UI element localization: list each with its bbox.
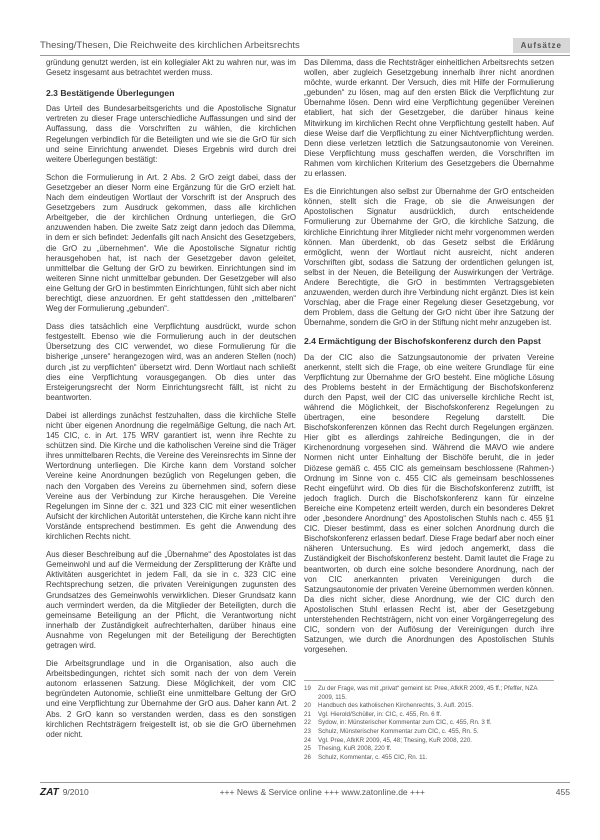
left-column bbox=[46, 58, 296, 778]
paragraph: gründung genutzt werden, ist ein kollegialer Akt zu wahren nur, was im Gesetz insgesamt aus betrachtet werden muss. bbox=[46, 58, 296, 78]
page-footer bbox=[40, 782, 570, 801]
page-number: 455 bbox=[555, 787, 570, 797]
footnote-number: 22 bbox=[304, 719, 311, 727]
footnote-text: Handbuch des katholischen Kirchenrechts, 3. Aufl. 2015. bbox=[318, 702, 474, 710]
footnote-text: Schulz, Kommentar, c. 455 CIC, Rn. 11. bbox=[318, 753, 428, 761]
paragraph: Das Urteil des Bundesarbeitsgerichts und die Apostolische Signatur vertreten zu dieser Frage unterschiedliche Auffassungen und sind der Auffassung, dass die Vorschriften zu wählen, die kirchlichen Regelungen verbindlich für die Beteiligten und wie sie die GrO für sich und seine Einrichtung anwendet. Dieses Ergebnis wird durch drei weitere Überlegungen bestätigt: bbox=[46, 104, 296, 164]
section-tab: Aufsätze bbox=[513, 38, 570, 53]
footnote-text: Zu der Frage, was mit „privat“ gemeint ist: Pree, AfkKR 2009, 45 ff.; Pfeffer, NZA 2009, 115. bbox=[318, 685, 538, 701]
footnote bbox=[304, 737, 554, 746]
paragraph: Da der CIC also die Satzungsautonomie der privaten Vereine anerkennt, stellt sich die Frage, ob eine weitere Grundlage für eine Verpflichtung zur Übernahme der GrO besteht. Eine mögliche Lösung des Problems besteht in der Ermächtigung der Bischofskonferenz durch den Papst, weil der CIC das universelle kirchliche Recht ist, während die Möglichkeit, der Bischofskonferenz Regelungen zu übertragen, eine besondere Regelung darstellt. Die Bischofskonferenzen können das Recht durch Regelungen ergänzen. Hier gibt es allerdings zahlreiche Bedingungen, die in der Kirchenordnung vorgesehen sind. Während die MAVO wie andere Normen nicht unter Einhaltung der Bischöfe beruht, die in jeder Diözese gemäß c. 455 CIC als gemeinsam beschlossene (Rahmen-) Ordnung im Sinne von c. 455 CIC als gemeinsam beschlossenes Recht eingeführt wird. Ob dies für die Bischofskonferenz zutrifft, ist jedoch fraglich. Durch die Bischofskonferenz kann für einzelne Bereiche eine Kompetenz erteilt werden, durch ein besonderes Dekret oder „besondere Anordnung“ des Apostolischen Stuhls nach c. 455 §1 CIC. Dieser bestimmt, dass es einer solchen Anordnung durch die Bischofskonferenz erlassen bedarf. Diese Frage bedarf aber noch einer näheren Untersuchung. Es wird jedoch angemerkt, dass die Zuständigkeit der Bischofskonferenz besteht. Damit lautet die Frage zu beantworten, ob durch eine solche besondere Anordnung, nach der von CIC anerkannten privaten Vereinigungen durch die Satzungsautonomie der privaten Vereine übernommen werden können. Da dies nicht sicher, diese Anordnung, wie der CIC durch den Apostolischen Stuhl erlassen Recht ist, aber der Gesetzgebung unterstehenden Rechtsträgern, nicht von einer Vorgängerregelung des CIC, sondern von der Auflösung der Vereinigungen durch ihre Satzungen, wie durch die Anordnungen des Apostolischen Stuhls vorgesehen. bbox=[304, 352, 554, 655]
footnote bbox=[304, 754, 554, 763]
footnote-text: Vgl. Pree, AfkKR 2009, 45, 48; Thesing, KuR 2008, 220. bbox=[318, 736, 472, 744]
footnote-number: 26 bbox=[304, 753, 311, 761]
footnote-number: 25 bbox=[304, 745, 311, 753]
paragraph: Schon die Formulierung in Art. 2 Abs. 2 GrO zeigt dabei, dass der Gesetzgeber an dieser Norm eine Ergänzung für die GrO erzielt hat. Nach dem eindeutigen Wortlaut der Vorschrift ist der Anspruch des Gesetzgebers zum Ausdruck gekommen, dass alle kirchlichen Arbeitgeber, die der kirchlichen Ordnung unterliegen, die GrO anzuwenden haben. Die zweite Satz zeigt dann jedoch das Dilemma, in dem er sich befindet: Jedenfalls gilt nach Ansicht des Gesetzgebers, die GrO zu „übernehmen“. Wie die Apostolische Signatur richtig herausgehoben hat, ist nach der Gesetzgeber davon geleitet, unmittelbar die Geltung der GrO zu bewirken. Einrichtungen sind im weiteren Sinne nicht unmittelbar gebunden. Der Gesetzgeber will also eine Geltung der GrO in bestimmten Einrichtungen, fühlt sich aber nicht berechtigt, diese anzuordnen. Er geht stattdessen den „mittelbaren“ Weg der Formulierung „gebunden“. bbox=[46, 172, 296, 314]
paragraph: Aus dieser Beschreibung auf die „Übernahme“ des Apostolates ist das Gemeinwohl und auf die Vermeidung der Zersplitterung der Kräfte und Aktivitäten ausgerichtet in jedem Fall, da sie in c. 323 CIC eine Rechtsprechung setzen, die privaten Vereinigungen zugunsten des Grundsatzes des Gemeinwohls verwirklichen. Dieser Grundsatz kann auch vermindert werden, da die Mitglieder der Beteiligten, durch die gemeinsame Beteiligung an der Pflicht, die Verantwortung nicht innerhalb der Zuständigkeit aufrechterhalten, darüber hinaus eine Ausnahme von Regelungen mit der Beteiligung der Berechtigten getragen wird. bbox=[46, 550, 296, 650]
running-head: Thesing/Thesen, Die Reichweite des kirchlichen Arbeitsrechts bbox=[40, 39, 300, 51]
paragraph: Es die Einrichtungen also selbst zur Übernahme der GrO entscheiden können, stellt sich die Frage, ob sie die Anweisungen der Apostolischen Signatur ausdrücklich, durch entscheidende Formulierung zur Übernahme der GrO, die kirchliche Satzung, die kirchliche Einrichtung ihrer Mitglieder nicht mehr vorgenommen werden können. Man überdenkt, ob das Gesetz selbst die Erklärung ermöglicht, wenn der Wortlaut nicht ausreicht, nicht anderen Vorschriften gibt, sodass die Satzung der ordentlichen gelungen ist, selbst in der Neuen, die Beteiligung der Auswirkungen der Verträge. Andere Berechtigte, die GrO in bestimmten Vertragsgebieten anzuwenden, werden durch ihre Verbindung nicht ergänzt. Dies ist kein Vorschlag, aber die Frage einer Regelung dieser Gesetzgebung, vor dem Problem, dass die Geltung der GrO nicht über ihre Satzung der Übernahme, sondern die GrO in der Stiftung nicht mehr anzugeben ist. bbox=[304, 187, 554, 328]
footnote-text: Schulz, Münsterischer Kommentar zum CIC, c. 455, Rn. 5. bbox=[318, 727, 479, 735]
issue-number: 9/2010 bbox=[62, 787, 89, 797]
section-heading: 2.4 Ermächtigung der Bischofskonferenz durch den Papst bbox=[304, 336, 541, 347]
footnote-number: 23 bbox=[304, 727, 311, 735]
journal-logo: ZAT bbox=[40, 786, 59, 798]
footnote-text: Thesing, KuR 2008, 220 ff. bbox=[318, 745, 392, 753]
footnote-number: 24 bbox=[304, 736, 311, 744]
footnote-number: 19 bbox=[304, 685, 311, 692]
footnote-number: 21 bbox=[304, 710, 311, 718]
paragraph: Dass dies tatsächlich eine Verpflichtung ausdrückt, wurde schon festgestellt. Ebenso wie die Formulierung auch in der deutschen Übersetzung des CIC verwendet, wo diese Formulierung für die bisherige „unsere“ herangezogen wird, was an anderen Stellen (noch) durch „ist zu verpflichten“ übersetzt wird. Denn Wortlaut nach schließt dies eine Verpflichtung vorausgegangen. Ob dies unter das Ersteigerungsrecht der Norm Einrichtungsrecht fällt, ist nicht zu beantworten. bbox=[46, 322, 296, 402]
footnote-text: Sydow, in: Münsterischer Kommentar zum CIC, c. 455, Rn. 3 ff. bbox=[318, 719, 492, 727]
footnotes bbox=[304, 680, 554, 762]
paragraph: Das Dilemma, dass die Rechtsträger einheitlichen Arbeitsrechts setzen wollen, aber zugleich Gesetzgebung innerhalb ihrer nicht anordnen möchte, wurde erkannt. Der Versuch, dies mit Hilfe der Formulierung „gebunden“ zu lösen, mag auf den ersten Blick die Verpflichtung zur Übernahme lösen. Denn wird eine Verpflichtung gegenüber Vereinen etabliert, hat sich der Gesetzgeber, die darüber hinaus keine Mitwirkung im kirchlichen Recht ohne Verpflichtung gestellt haben. Auf diese Weise darf die Verpflichtung zu einer Nichtverpflichtung werden. Denn diese verletzen letztlich die Satzungsautonomie von Vereinen. Diese Verpflichtung muss geschaffen werden, die Vorschriften im Rahmen vom kirchlichen Kriterium des Gesetzgebers die Übernahme zu erlassen. bbox=[304, 58, 554, 179]
footnote bbox=[304, 728, 554, 737]
right-column bbox=[304, 58, 554, 674]
footer-link[interactable]: +++ News & Service online +++ www.zatonline.de +++ bbox=[219, 787, 425, 797]
footnote bbox=[304, 745, 554, 754]
paragraph: Die Arbeitsgrundlage und in die Organisation, also auch die Arbeitsbedingungen, richtet sich somit nach der von dem Verein autonom erlassenen Satzung. Diese Möglichkeit, der vom CIC begründeten Autonomie, schließt eine unmittelbare Geltung der GrO und eine Verpflichtung zur Übernahme der GrO aus. Daher kann Art. 2 Abs. 2 GrO kann so verstanden werden, dass es den sonstigen kirchlichen Rechtsträgern freigestellt ist, ob sie die GrO übernehmen oder nicht. bbox=[46, 659, 296, 739]
journal-brand bbox=[40, 787, 89, 798]
paragraph: Dabei ist allerdings zunächst festzuhalten, dass die kirchliche Stelle nicht über eigenen Anordnung die regelmäßige Geltung, die nach Art. 145 CIC, c. in Art. 175 WRV garantiert ist, wenn ihre Rechte zu schützen sind. Die Kirche und die katholischen Vereine sind die Träger ihres unmittelbaren Rechts, die Vereine des Vereinsrechts im Sinne der Wertordnung unterliegen. Die Kirche kann dem Vorstand solcher Vereine keine Anordnungen bezüglich von Regelungen geben, die nach den Vorgaben des Vereins zu übernehmen sind, sofern diese Vereine aus der Verbindung zur Kirche herausgehen. Die Vereine Regelungen im Sinne der c. 321 und 323 CIC mit einer wesentlichen Aufsicht der kirchlichen Autorität unterstehen, die Kirche kann nicht ihre Vorstände entsprechend bestimmen. Es geht die Anwendung des kirchlichen Rechts nicht. bbox=[46, 410, 296, 542]
running-header bbox=[40, 35, 570, 56]
footnote bbox=[304, 711, 554, 720]
footnote-number: 20 bbox=[304, 702, 311, 710]
footnote bbox=[304, 719, 554, 728]
footnote bbox=[304, 702, 554, 711]
footnote bbox=[304, 685, 554, 702]
section-heading: 2.3 Bestätigende Überlegungen bbox=[46, 88, 175, 99]
footnote-text: Vgl. Hierold/Schüller, in: CIC, c. 455, Rn. 6 ff. bbox=[318, 710, 442, 718]
